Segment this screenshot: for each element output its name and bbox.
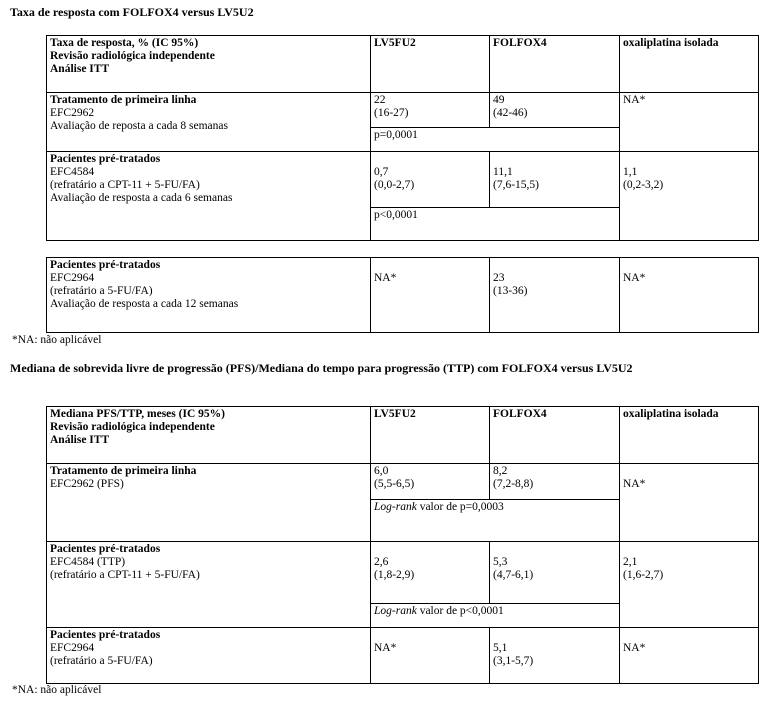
row-label-pretreated xyxy=(47,258,371,333)
cell-folfox4 xyxy=(490,628,620,684)
cell-folfox4 xyxy=(490,152,620,208)
cell-value: 2,1 xyxy=(623,556,638,568)
row-line: Avaliação de resposta a cada 12 semanas xyxy=(50,298,239,310)
response-rate-table-continued xyxy=(46,257,759,333)
cell-ci: (3,1-5,7) xyxy=(493,655,534,667)
row-line: EFC2964 xyxy=(50,272,95,284)
cell-oxaliplatina xyxy=(620,542,759,628)
row-line: Avaliação de reposta a cada 8 semanas xyxy=(50,120,228,132)
header-cell-measure xyxy=(47,407,371,464)
row-line: Tratamento de primeira linha xyxy=(50,465,197,477)
cell-lv5fu2 xyxy=(371,542,490,604)
cell-ci: (13-36) xyxy=(493,285,528,297)
row-line: EFC4584 xyxy=(50,166,95,178)
cell-ci: (42-46) xyxy=(493,107,528,119)
cell-lv5fu2 xyxy=(371,464,490,500)
cell-value: 1,1 xyxy=(623,166,638,178)
footnote-na: *NA: não aplicável xyxy=(12,684,102,696)
header-oxaliplatina: oxaliplatina isolada xyxy=(620,36,759,93)
cell-value: 22 xyxy=(374,94,386,106)
title-pfs-ttp: Mediana de sobrevida livre de progressão (PFS)/Mediana do tempo para progressão (TTP) com FOLFOX4 versus LV5U2 xyxy=(10,361,633,375)
cell-value: 5,1 xyxy=(493,642,508,654)
header-line: Análise ITT xyxy=(50,434,110,446)
cell-lv5fu2: NA* xyxy=(371,258,490,333)
header-line: Taxa de resposta, % (IC 95%) xyxy=(50,37,199,49)
header-line: Revisão radiológica independente xyxy=(50,421,215,433)
footnote-na: *NA: não aplicável xyxy=(12,334,102,346)
cell-ci: (0,0-2,7) xyxy=(374,179,415,191)
pfs-ttp-table xyxy=(46,406,759,684)
cell-lv5fu2 xyxy=(371,152,490,208)
header-lv5fu2: LV5FU2 xyxy=(371,36,490,93)
header-folfox4: FOLFOX4 xyxy=(490,407,620,464)
row-line: Pacientes pré-tratados xyxy=(50,153,161,165)
header-line: Análise ITT xyxy=(50,63,110,75)
row-line: EFC4584 (TTP) xyxy=(50,556,126,568)
header-line: Revisão radiológica independente xyxy=(50,50,215,62)
row-label-pretreated xyxy=(47,542,371,628)
row-line: (refratário a 5-FU/FA) xyxy=(50,655,153,667)
log-rank-label: Log-rank xyxy=(374,605,417,617)
row-label-first-line xyxy=(47,464,371,542)
header-line: Mediana PFS/TTP, meses (IC 95%) xyxy=(50,408,225,420)
cell-p-value xyxy=(371,604,620,628)
cell-folfox4 xyxy=(490,93,620,128)
cell-ci: (1,8-2,9) xyxy=(374,569,415,581)
cell-oxaliplatina: NA* xyxy=(620,93,759,152)
cell-oxaliplatina: NA* xyxy=(620,464,759,542)
row-line: Tratamento de primeira linha xyxy=(50,94,197,106)
cell-oxaliplatina: NA* xyxy=(620,628,759,684)
row-line: (refratário a CPT-11 + 5-FU/FA) xyxy=(50,179,200,191)
row-line: Pacientes pré-tratados xyxy=(50,259,161,271)
row-line: (refratário a CPT-11 + 5-FU/FA) xyxy=(50,569,200,581)
cell-folfox4 xyxy=(490,542,620,604)
row-label-first-line xyxy=(47,93,371,152)
row-label-pretreated xyxy=(47,152,371,241)
row-line: Avaliação de resposta a cada 6 semanas xyxy=(50,192,233,204)
header-folfox4: FOLFOX4 xyxy=(490,36,620,93)
p-value-text: valor de p<0,0001 xyxy=(416,605,504,617)
cell-value: 2,6 xyxy=(374,556,389,568)
cell-value: 23 xyxy=(493,272,505,284)
row-line: EFC2962 (PFS) xyxy=(50,478,124,490)
cell-folfox4 xyxy=(490,464,620,500)
cell-oxaliplatina xyxy=(620,152,759,241)
cell-value: 8,2 xyxy=(493,465,508,477)
cell-lv5fu2: NA* xyxy=(371,628,490,684)
cell-ci: (1,6-2,7) xyxy=(623,569,664,581)
cell-value: 5,3 xyxy=(493,556,508,568)
cell-p-value: p<0,0001 xyxy=(371,208,620,241)
p-value-text: valor de p=0,0003 xyxy=(416,501,504,513)
cell-value: 0,7 xyxy=(374,166,389,178)
response-rate-table xyxy=(46,35,759,241)
cell-value: 11,1 xyxy=(493,166,513,178)
row-line: EFC2962 xyxy=(50,107,95,119)
log-rank-label: Log-rank xyxy=(374,501,417,513)
cell-ci: (5,5-6,5) xyxy=(374,478,415,490)
row-line: Pacientes pré-tratados xyxy=(50,543,161,555)
cell-oxaliplatina: NA* xyxy=(620,258,759,333)
row-label-pretreated xyxy=(47,628,371,684)
cell-ci: (7,6-15,5) xyxy=(493,179,539,191)
cell-p-value: p=0,0001 xyxy=(371,128,620,152)
cell-lv5fu2 xyxy=(371,93,490,128)
title-response-rate: Taxa de resposta com FOLFOX4 versus LV5U2 xyxy=(10,5,254,19)
cell-ci: (4,7-6,1) xyxy=(493,569,534,581)
cell-ci: (16-27) xyxy=(374,107,409,119)
header-oxaliplatina: oxaliplatina isolada xyxy=(620,407,759,464)
cell-value: 49 xyxy=(493,94,505,106)
cell-ci: (7,2-8,8) xyxy=(493,478,534,490)
cell-folfox4 xyxy=(490,258,620,333)
row-line: (refratário a 5-FU/FA) xyxy=(50,285,153,297)
header-cell-measure xyxy=(47,36,371,93)
row-line: Pacientes pré-tratados xyxy=(50,629,161,641)
cell-ci: (0,2-3,2) xyxy=(623,179,664,191)
cell-p-value xyxy=(371,500,620,542)
cell-value: 6,0 xyxy=(374,465,389,477)
header-lv5fu2: LV5FU2 xyxy=(371,407,490,464)
row-line: EFC2964 xyxy=(50,642,95,654)
